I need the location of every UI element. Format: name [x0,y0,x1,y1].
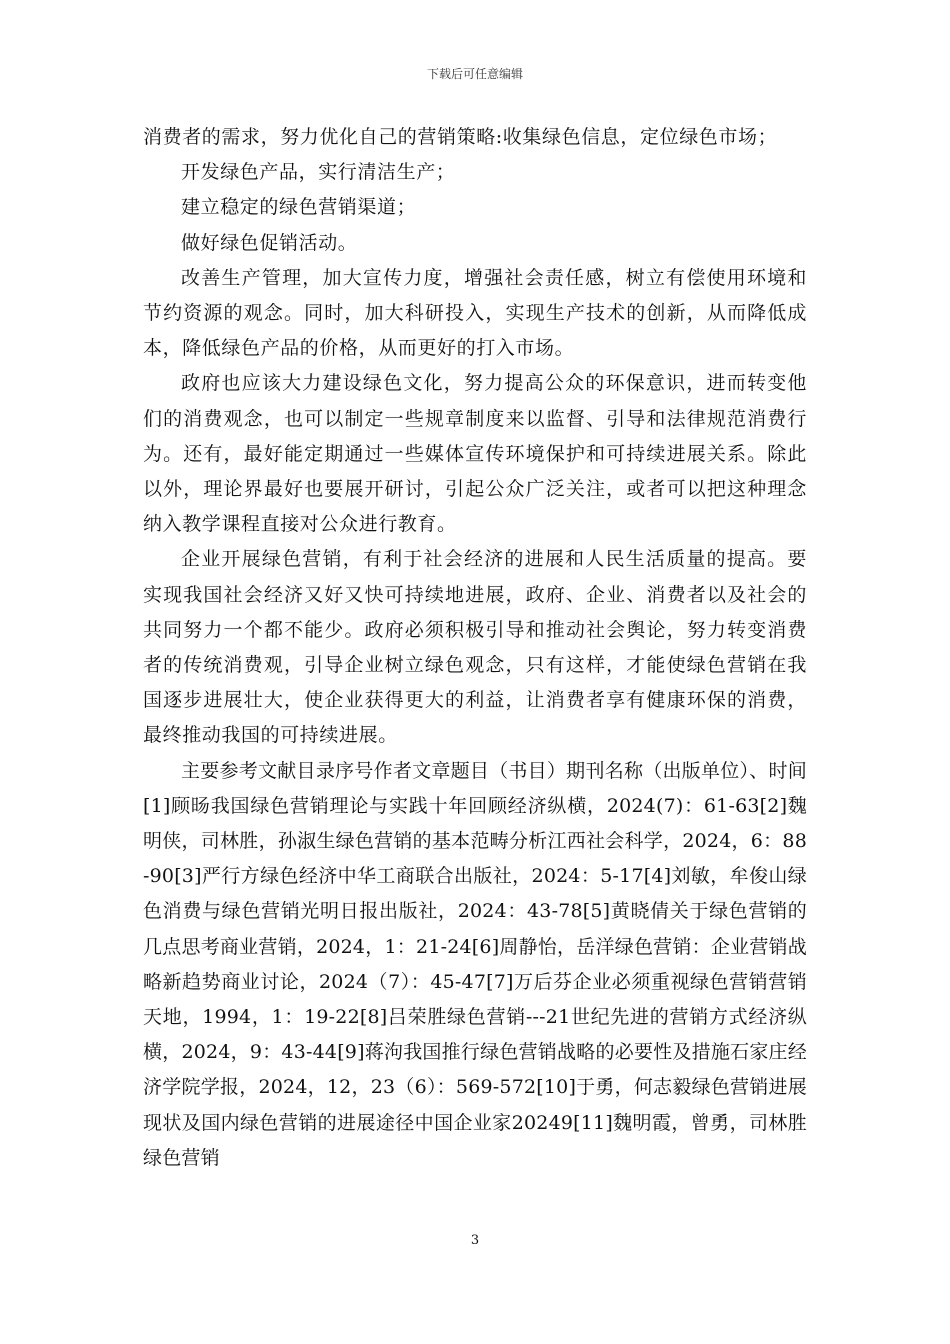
paragraph-consumer-needs: 消费者的需求，努力优化自己的营销策略:收集绿色信息，定位绿色市场； [143,126,778,148]
paragraph-green-promotion: 做好绿色促销活动。 [181,231,358,254]
paragraph-green-products: 开发绿色产品，实行清洁生产； [181,161,456,184]
paragraph-enterprise-green-marketing: 企业开展绿色营销，有利于社会经济的进展和人民生活质量的提高。要实现我国社会经济又好又快可持续地进展，政府、企业、消费者以及社会的共同努力一个都不能少。政府必须积极引导和推动社会舆论，努力转变消费者的传统消费观，引导企业树立绿色观念，只有这样，才能使绿色营销在我国逐步进展壮大，使企业获得更大的利益，让消费者享有健康环保的消费，最终推动我国的可持续进展。 [143,548,807,747]
paragraph-green-channels: 建立稳定的绿色营销渠道； [181,196,417,219]
document-body [143,120,807,1176]
paragraph-references: 主要参考文献目录序号作者文章题目（书目）期刊名称（出版单位）、时间[1]顾旸我国绿色营销理论与实践十年回顾经济纵横，2024(7)：61-63[2]魏明侠，司林胜，孙淑生绿色营销的基本范畴分析江西社会科学，2024，6：88-90[3]严行方绿色经济中华工商联合出版社，2024：5-17[4]刘敏，牟俊山绿色消费与绿色营销光明日报出版社，2024：43-78[5]黄晓倩关于绿色营销的几点思考商业营销，2024，1：21-24[6]周静怡，岳洋绿色营销：企业营销战略新趋势商业讨论，2024（7）：45-47[7]万后芬企业必须重视绿色营销营销天地，1994，1：19-22[8]吕荣胜绿色营销---21世纪先进的营销方式经济纵横，2024，9：43-44[9]蒋泃我国推行绿色营销战略的必要性及措施石家庄经济学院学报，2024，12，23（6）：569-572[10]于勇，何志毅绿色营销进展现状及国内绿色营销的进展途径中国企业家20249[11]魏明霞，曾勇，司林胜绿色营销 [143,759,807,1169]
paragraph-government-culture: 政府也应该大力建设绿色文化，努力提高公众的环保意识，进而转变他们的消费观念，也可以制定一些规章制度来以监督、引导和法律规范消费行为。还有，最好能定期通过一些媒体宣传环境保护和可持续进展关系。除此以外，理论界最好也要展开研讨，引起公众广泛关注，或者可以把这种理念纳入教学课程直接对公众进行教育。 [143,372,807,536]
page-header: 下载后可任意编辑 [426,67,523,81]
paragraph-production-management: 改善生产管理，加大宣传力度，增强社会责任感，树立有偿使用环境和节约资源的观念。同时，加大科研投入，实现生产技术的创新，从而降低成本，降低绿色产品的价格，从而更好的打入市场。 [143,266,807,360]
page-number: 3 [470,1233,480,1248]
